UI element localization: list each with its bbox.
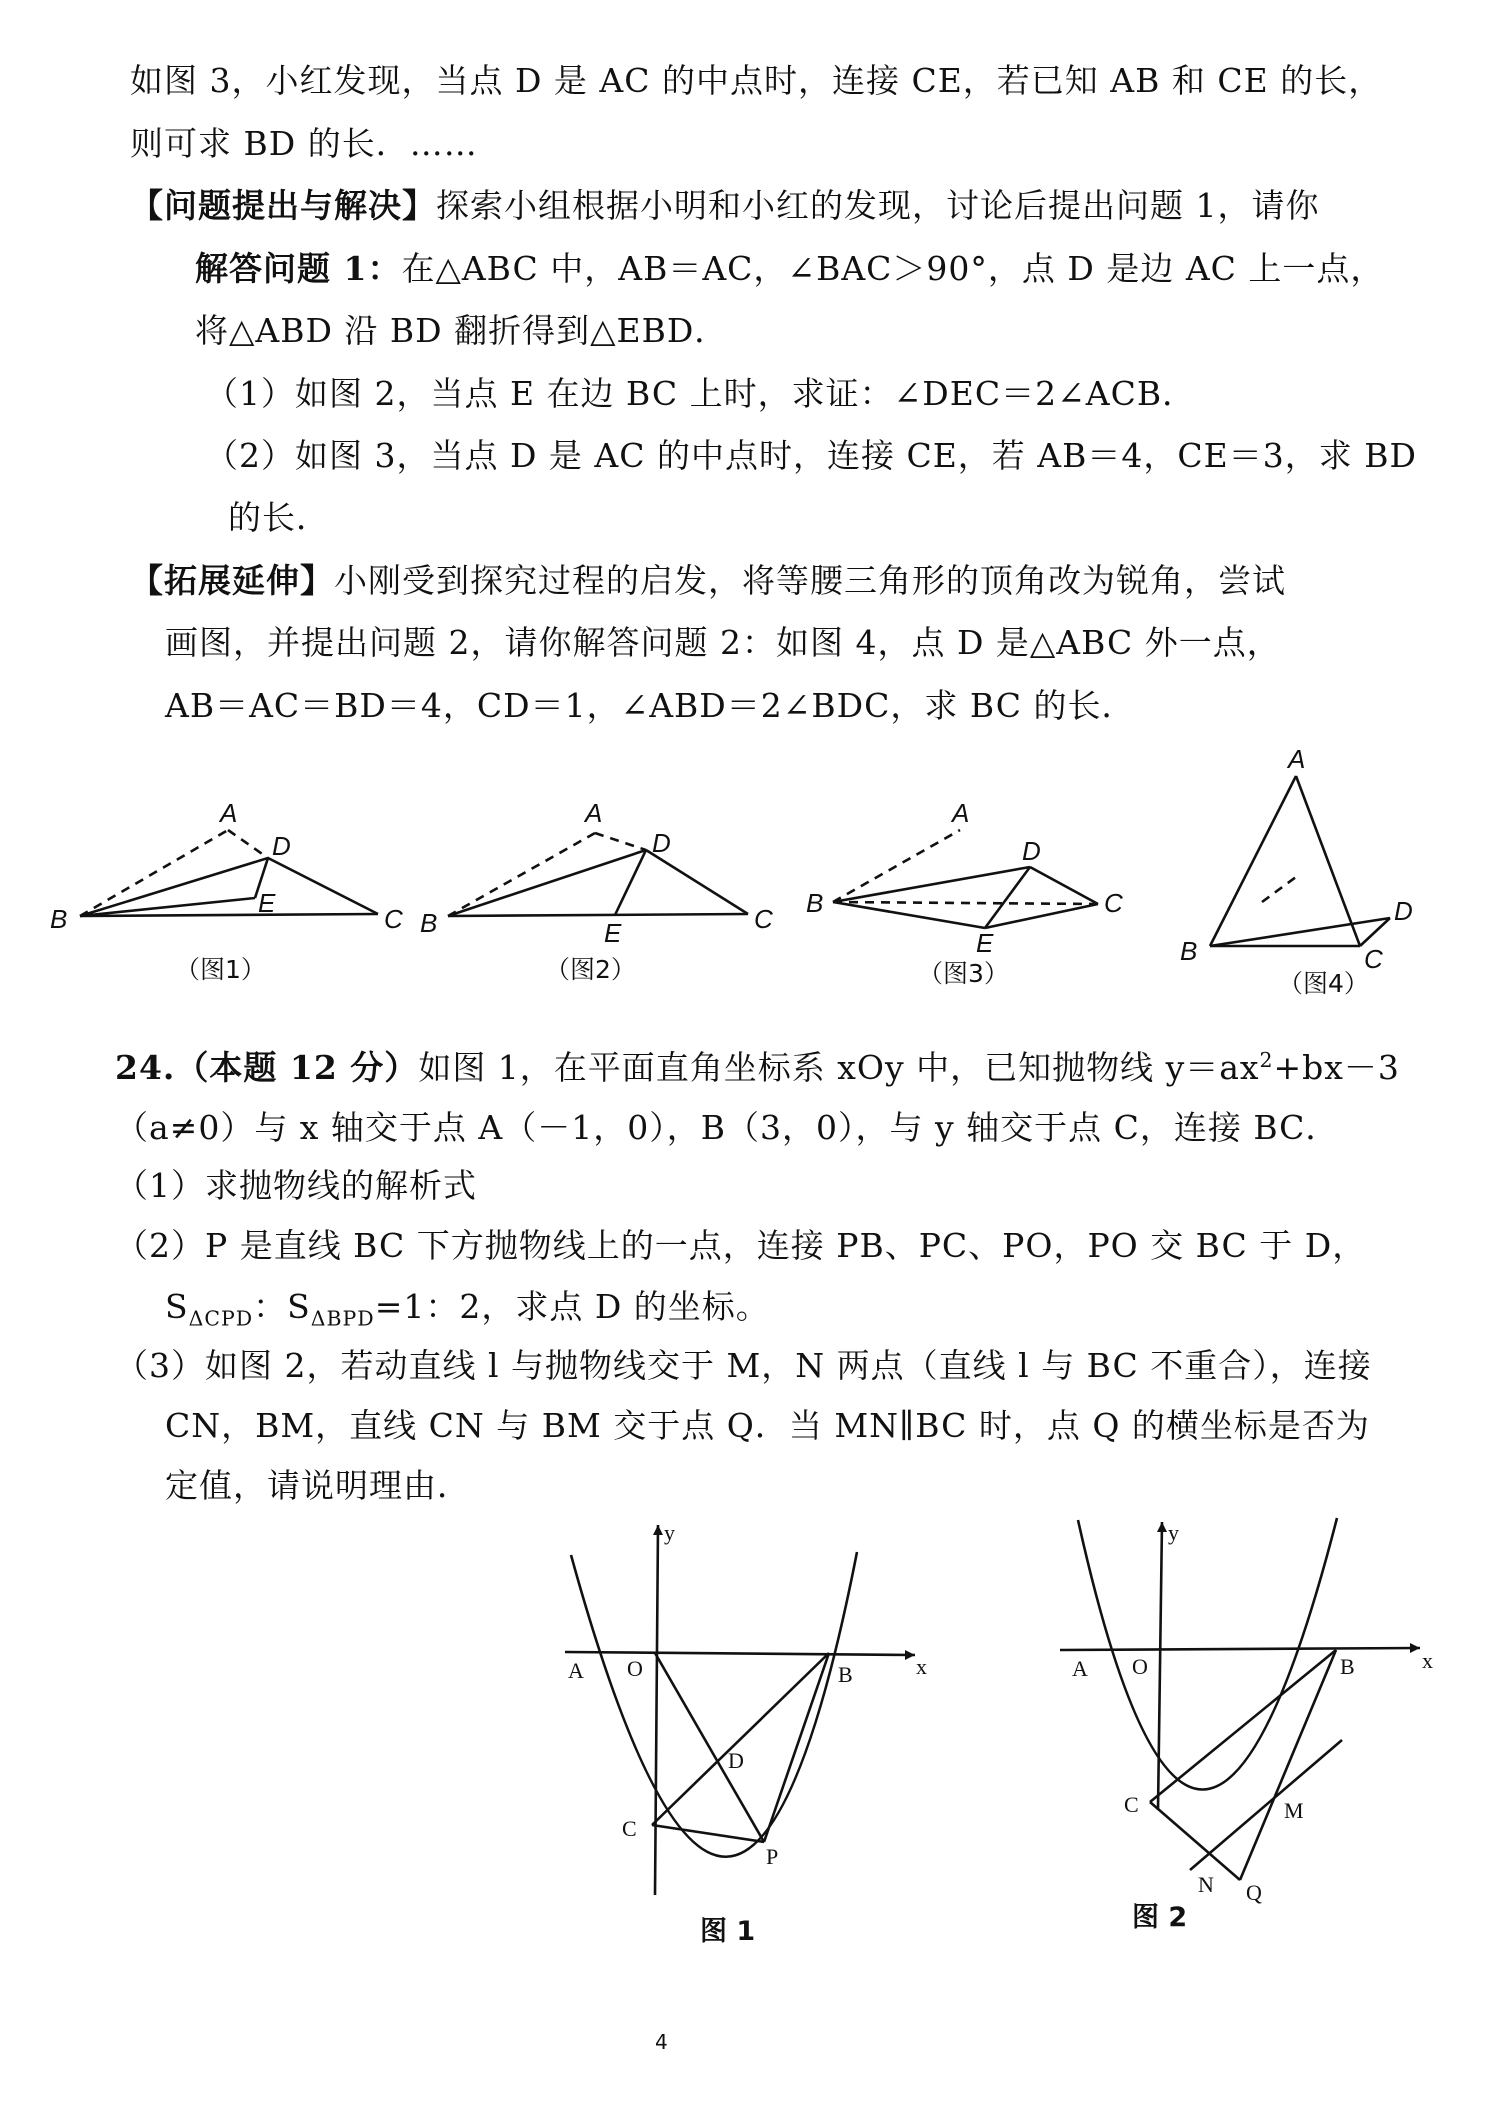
text-line-6: （1）如图 2，当点 E 在边 BC 上时，求证：∠DEC＝2∠ACB． (205, 374, 1197, 413)
fig3-label-d: D (1022, 836, 1041, 866)
graph2-line-l (1190, 1740, 1342, 1870)
fig3-label-c: C (1104, 888, 1123, 918)
graph1-segment-pb (764, 1653, 829, 1842)
text-line-7: （2）如图 3，当点 D 是 AC 的中点时，连接 CE，若 AB＝4，CE＝3，求 BD (205, 436, 1417, 475)
graph2-segment-bq (1240, 1650, 1336, 1880)
q24-area-sub1: ΔCPD (188, 1306, 254, 1331)
text-line-4-body: 在△ABC 中，AB＝AC，∠BAC＞90°，点 D 是边 AC 上一点， (401, 249, 1385, 288)
graph1-parabola (571, 1552, 857, 1857)
graph2-x-arrow-icon (1410, 1643, 1420, 1653)
question-1-heading: 解答问题 1： (195, 249, 402, 288)
fig2-label-c: C (754, 904, 773, 934)
fig4-label-d: D (1394, 896, 1413, 926)
text-line-9-body: 小刚受到探究过程的启发，将等腰三角形的顶角改为锐角，尝试 (334, 561, 1286, 600)
fig2-label-d: D (652, 828, 671, 858)
text-line-3-body: 探索小组根据小明和小红的发现，讨论后提出问题 1，请你 (436, 186, 1320, 225)
graph2-label-y: y (1168, 1520, 1179, 1545)
text-line-11: AB＝AC＝BD＝4，CD＝1，∠ABD＝2∠BDC，求 BC 的长． (165, 686, 1136, 725)
graph1-label-p: P (766, 1844, 779, 1869)
graph1-label-c: C (622, 1816, 637, 1841)
graph2-segment-bc (1150, 1650, 1336, 1802)
graph1-x-arrow-icon (905, 1650, 915, 1660)
q24-line-4: （2）P 是直线 BC 下方抛物线上的一点，连接 PB、PC、PO，PO 交 BC 于 D， (115, 1226, 1367, 1265)
q24-area-s1: S (165, 1287, 189, 1326)
q24-exponent: 2 (1259, 1048, 1274, 1072)
fig1-label-e: E (258, 888, 276, 918)
graph2-label-x: x (1422, 1648, 1433, 1673)
q24-heading: 24.（本题 12 分） (115, 1048, 419, 1087)
graph2-label-b: B (1340, 1654, 1355, 1679)
graph2-label-o: O (1132, 1654, 1148, 1679)
graph2-label-c: C (1124, 1792, 1139, 1817)
fig3-label-a: A (952, 798, 970, 828)
section-heading-problem: 【问题提出与解决】 (130, 186, 436, 225)
graph2-y-arrow-icon (1157, 1522, 1167, 1532)
fig1-caption: （图1） (175, 955, 266, 984)
fig3-caption: （图3） (918, 959, 1009, 988)
graph1-label-y: y (664, 1520, 675, 1545)
text-line-8: 的长． (228, 498, 330, 537)
fig3-label-b: B (806, 888, 824, 918)
graph1-label-b: B (838, 1662, 853, 1687)
fig4-label-b: B (1180, 936, 1198, 966)
q24-line-3: （1）求抛物线的解析式 (115, 1166, 477, 1205)
q24-line-2: （a≠0）与 x 轴交于点 A（－1，0），B（3，0），与 y 轴交于点 C，连接 BC． (115, 1108, 1340, 1147)
graph2-label-a: A (1072, 1656, 1088, 1681)
fig3-label-e: E (976, 928, 994, 958)
graph2-caption: 图 2 (1132, 1902, 1188, 1933)
q24-area-sub2: ΔBPD (310, 1306, 375, 1331)
graph2-label-n: N (1198, 1872, 1214, 1897)
fig2-caption: （图2） (545, 955, 636, 984)
graph1-segment-cp (652, 1825, 764, 1842)
q24-line-6: （3）如图 2，若动直线 l 与抛物线交于 M，N 两点（直线 l 与 BC 不重合），连接 (115, 1346, 1372, 1385)
graph2-label-m: M (1284, 1798, 1304, 1823)
text-line-1: 如图 3，小红发现，当点 D 是 AC 的中点时，连接 CE，若已知 AB 和 CE 的长， (130, 61, 1383, 100)
q24-area-mid: ：S (253, 1287, 311, 1326)
text-line-10: 画图，并提出问题 2，请你解答问题 2：如图 4，点 D 是△ABC 外一点， (165, 623, 1281, 662)
graph1-label-a: A (568, 1658, 584, 1683)
fig1-label-a: A (220, 798, 238, 828)
graph2-label-q: Q (1246, 1880, 1262, 1905)
graph1-label-o: O (627, 1656, 643, 1681)
fig1-label-c: C (384, 904, 403, 934)
graph1-label-d: D (728, 1748, 744, 1773)
fig1-label-b: B (50, 904, 68, 934)
graph1-y-axis (655, 1525, 658, 1895)
fig2-label-e: E (604, 918, 622, 948)
q24-line-1-tail: +bx－3 (1273, 1048, 1400, 1087)
q24-line-7: CN，BM，直线 CN 与 BM 交于点 Q．当 MN∥BC 时，点 Q 的横坐标是否为 (165, 1406, 1370, 1445)
graph2-parabola (1078, 1518, 1337, 1790)
graph1-x-axis (565, 1652, 915, 1655)
fig1-label-d: D (272, 831, 291, 861)
q24-area-end: =1：2，求点 D 的坐标。 (374, 1287, 770, 1326)
text-line-2: 则可求 BD 的长．…… (130, 124, 478, 163)
graph2-segment-cq (1150, 1802, 1240, 1880)
graph2-x-axis (1060, 1648, 1420, 1650)
text-line-5: 将△ABD 沿 BD 翻折得到△EBD． (195, 311, 729, 350)
fig2-label-b: B (420, 908, 438, 938)
graph2-y-axis (1158, 1522, 1162, 1810)
fig4-label-a: A (1288, 744, 1306, 774)
fig4-label-c: C (1364, 944, 1383, 974)
graph1-label-x: x (916, 1654, 927, 1679)
q24-line-8: 定值，请说明理由． (165, 1466, 471, 1505)
q24-line-1-body: 如图 1，在平面直角坐标系 xOy 中，已知抛物线 y＝ax (418, 1048, 1260, 1087)
section-heading-extension: 【拓展延伸】 (130, 561, 334, 600)
graph1-caption: 图 1 (700, 1916, 756, 1947)
graph1-y-arrow-icon (653, 1525, 663, 1535)
fig4-caption: （图4） (1278, 969, 1369, 998)
page-number: 4 (655, 2030, 668, 2054)
fig2-label-a: A (585, 798, 603, 828)
